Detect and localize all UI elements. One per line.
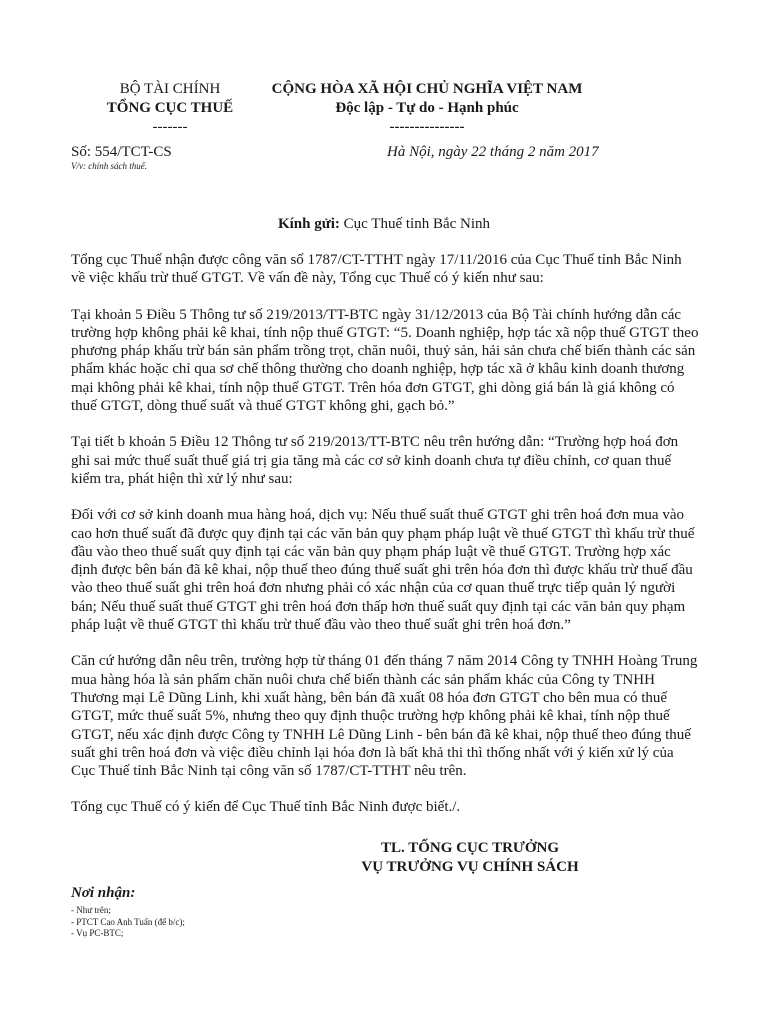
addressee-label: Kính gửi:	[277, 216, 340, 232]
addressee-name: Cục Thuế tỉnh Bắc Ninh	[339, 216, 491, 232]
list-item: - Như trên;	[71, 905, 111, 915]
republic-name: CỘNG HÒA XÃ HỘI CHỦ NGHĨA VIỆT NAM	[271, 81, 583, 97]
signature-line-2: VỤ TRƯỞNG VỤ CHÍNH SÁCH	[361, 859, 579, 875]
signature-line-1: TL. TỔNG CỤC TRƯỞNG	[380, 840, 560, 856]
recipients-list	[71, 905, 185, 940]
national-header	[252, 80, 602, 137]
subject-line: V/v: chính sách thuế.	[71, 161, 147, 171]
body-paragraph-1: Tổng cục Thuế nhận được công văn số 1787/CT-TTHT ngày 17/11/2016 của Cục Thuế tỉnh Bắc Ninh về việc khấu trừ thuế GTGT. Về vấn đề này, Tổng cục Thuế có ý kiến như sau:	[71, 252, 682, 287]
recipients-title: Nơi nhận:	[71, 885, 136, 901]
body-paragraph-5: Căn cứ hướng dẫn nêu trên, trường hợp từ tháng 01 đến tháng 7 năm 2014 Công ty TNHH Hoàng Trung mua hàng hóa là sản phẩm chăn nuôi chưa chế biến thành các sản phẩm khác của Công ty TNHH Thương mại Lê Dũng Linh, khi xuất hàng, bên bán đã xuất 08 hóa đơn GTGT cho bên mua có thuế GTGT, mức thuế suất 5%, nhưng theo quy định thuộc trường hợp không phải kê khai, tính nộp thuế GTGT, nếu xác định được Công ty TNHH Lê Dũng Linh - bên bán đã kê khai, nộp thuế theo đúng thuế suất ghi trên hoá đơn và việc điều chỉnh lại hóa đơn là bất khả thi thì thống nhất với ý kiến xử lý của Cục Thuế tỉnh Bắc Ninh tại công văn số 1787/CT-TTHT nêu trên.	[71, 653, 698, 780]
signature-block	[340, 839, 600, 877]
document-number: Số: 554/TCT-CS	[71, 144, 172, 160]
list-item: - PTCT Cao Anh Tuấn (để b/c);	[71, 916, 185, 927]
body-paragraph-4: Đối với cơ sở kinh doanh mua hàng hoá, dịch vụ: Nếu thuế suất thuế GTGT ghi trên hoá đơn mua vào cao hơn thuế suất đã được quy định tại các văn bản quy phạm pháp luật về thuế GTGT thì khấu trừ thuế đầu vào theo thuế suất quy định tại các văn bản quy phạm pháp luật về thuế GTGT. Trường hợp xác định được bên bán đã kê khai, nộp thuế theo đúng thuế suất ghi trên hóa đơn thì được khấu trừ thuế đầu vào theo thuế suất ghi trên hoá đơn nhưng phải có xác nhận của cơ quan thuế trực tiếp quản lý người bán; Nếu thuế suất thuế GTGT ghi trên hoá đơn thấp hơn thuế suất quy định tại các văn bản quy phạm pháp luật về thuế GTGT thì khấu trừ thuế đầu vào theo thuế suất ghi trên hoá đơn.”	[71, 507, 695, 634]
body-paragraph-6: Tổng cục Thuế có ý kiến để Cục Thuế tỉnh Bắc Ninh được biết./.	[71, 799, 461, 816]
issuer-header	[60, 80, 280, 137]
agency-name: TỔNG CỤC THUẾ	[106, 100, 234, 116]
list-item: - Vụ PC-BTC;	[71, 928, 124, 938]
body-paragraph-3: Tại tiết b khoản 5 Điều 12 Thông tư số 219/2013/TT-BTC nêu trên hướng dẫn: “Trường hợp hoá đơn ghi sai mức thuế suất thuế giá trị gia tăng mà các cơ sở kinh doanh chưa tự điều chỉnh, cơ quan thuế kiểm tra, phát hiện thì xử lý như sau:	[71, 434, 679, 487]
body-paragraph-2: Tại khoản 5 Điều 5 Thông tư số 219/2013/TT-BTC ngày 31/12/2013 của Bộ Tài chính hướng dẫn các trường hợp không phải kê khai, tính nộp thuế GTGT: “5. Doanh nghiệp, hợp tác xã nộp thuế GTGT theo phương pháp khấu trừ bán sản phẩm trồng trọt, chăn nuôi, thuỷ sản, hải sản chưa chế biến thành các sản phẩm khác hoặc chỉ qua sơ chế thông thường cho doanh nghiệp, hợp tác xã ở khâu kinh doanh thương mại không phải kê khai, tính nộp thuế GTGT. Trên hóa đơn GTGT, ghi dòng giá bán là giá không có thuế GTGT, dòng thuế suất và thuế GTGT không ghi, gạch bỏ.”	[71, 306, 699, 415]
place-date: Hà Nội, ngày 22 tháng 2 năm 2017	[387, 144, 599, 160]
national-motto: Độc lập - Tự do - Hạnh phúc	[335, 100, 519, 116]
ministry-name: BỘ TÀI CHÍNH	[119, 81, 221, 97]
national-divider: ---------------	[389, 119, 465, 135]
issuer-divider: -------	[152, 119, 188, 135]
letter-body	[71, 251, 699, 835]
addressee	[0, 215, 768, 234]
